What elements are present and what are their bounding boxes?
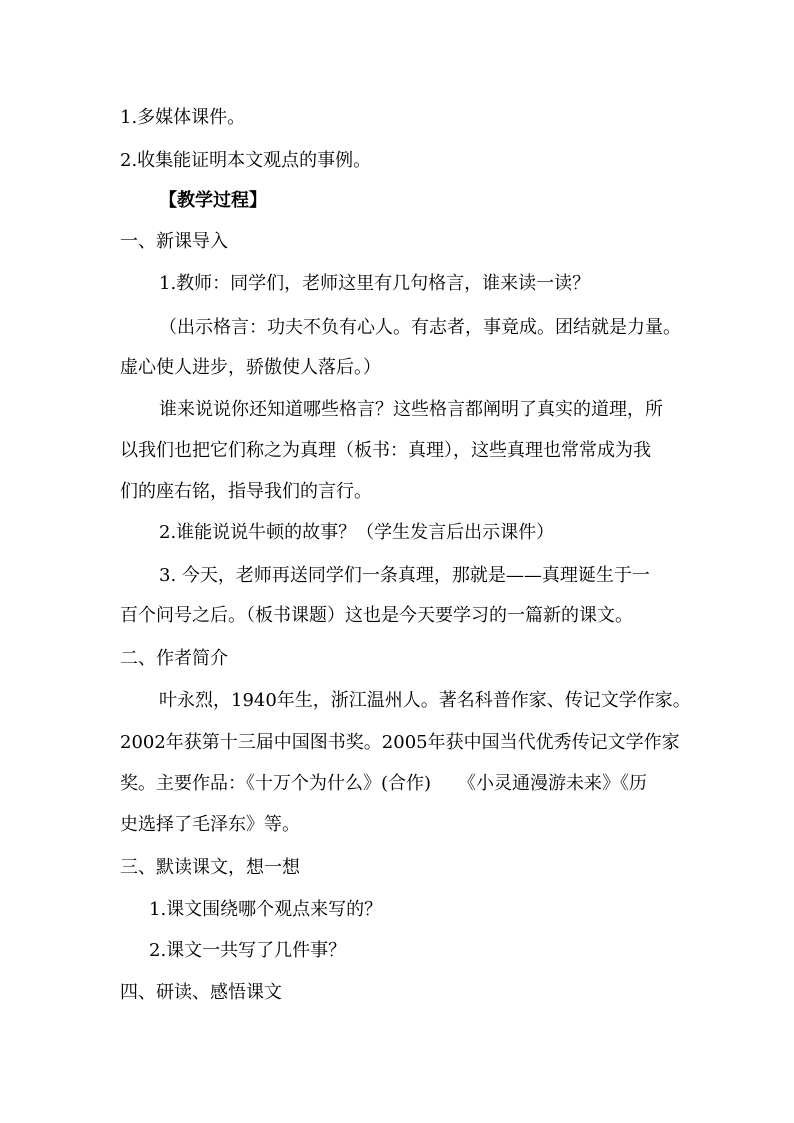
section-2-line-3: 奖。主要作品：《十万个为什么》(合作) 《小灵通漫游未来》《历 xyxy=(120,773,648,794)
section-1-paragraph-5-line-1: 3. 今天，老师再送同学们一条真理，那就是——真理诞生于一 xyxy=(159,565,650,586)
section-3-question-2: 2.课文一共写了几件事？ xyxy=(149,940,347,961)
process-heading: 【教学过程】 xyxy=(159,190,267,211)
section-4-title: 四、研读、感悟课文 xyxy=(120,982,282,1003)
section-1-paragraph-2-line-1: （出示格言：功夫不负有心人。有志者，事竟成。团结就是力量。 xyxy=(159,317,681,338)
section-1-title: 一、新课导入 xyxy=(120,231,228,252)
section-2-line-2: 2002年获第十三届中国图书奖。2005年获中国当代优秀传记文学作家 xyxy=(120,732,680,753)
section-2-title: 二、作者简介 xyxy=(120,648,228,669)
prep-item-1: 1.多媒体课件。 xyxy=(120,107,246,128)
section-1-paragraph-5-line-2: 百个问号之后。（板书课题）这也是今天要学习的一篇新的课文。 xyxy=(120,605,633,626)
prep-item-2: 2.收集能证明本文观点的事例。 xyxy=(120,150,372,171)
section-3-question-1: 1.课文围绕哪个观点来写的？ xyxy=(149,899,383,920)
section-3-title: 三、默读课文，想一想 xyxy=(120,857,300,878)
section-2-line-1: 叶永烈，1940年生，浙江温州人。著名科普作家、传记文学作家。 xyxy=(159,690,691,711)
section-1-paragraph-2-line-2: 虚心使人进步，骄傲使人落后。） xyxy=(120,357,381,378)
section-1-paragraph-4: 2.谁能说说牛顿的故事？（学生发言后出示课件） xyxy=(159,522,555,543)
section-2-line-4: 史选择了毛泽东》等。 xyxy=(120,814,300,835)
section-1-paragraph-3-line-3: 们的座右铭，指导我们的言行。 xyxy=(120,481,372,502)
section-1-paragraph-3-line-1: 谁来说说你还知道哪些格言？这些格言都阐明了真实的道理，所 xyxy=(159,399,663,420)
section-1-paragraph-3-line-2: 以我们也把它们称之为真理（板书：真理），这些真理也常常成为我 xyxy=(120,440,651,461)
section-1-paragraph-1: 1.教师：同学们，老师这里有几句格言，谁来读一读？ xyxy=(159,273,591,294)
